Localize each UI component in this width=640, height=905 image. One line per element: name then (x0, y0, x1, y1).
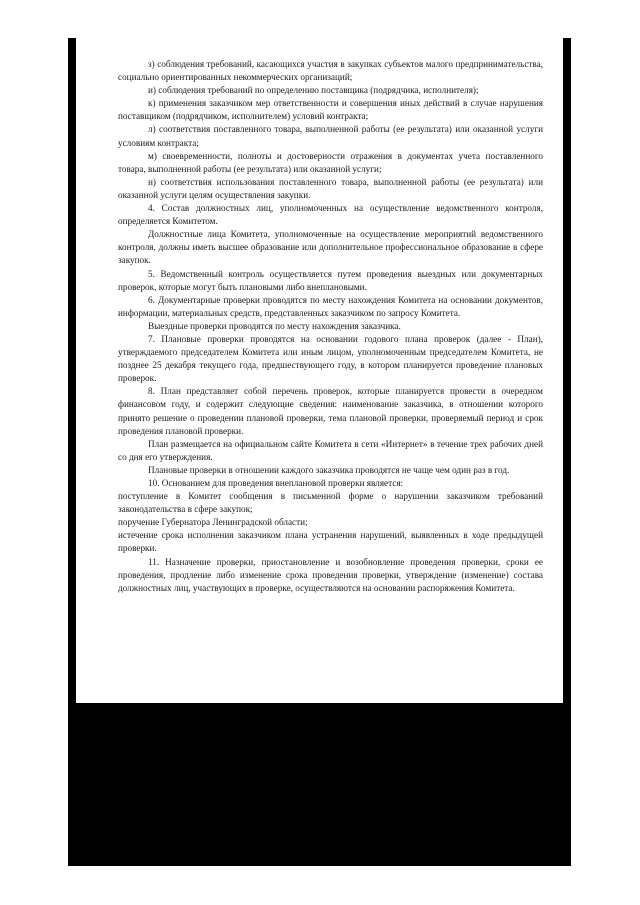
paragraph-8: 8. План представляет собой перечень проверок, которые планируется провести в очередном финансовом году, и содержит следующие сведения: наименование заказчика, в отношении которого принято решение о проведении плановой проверки, тема плановой проверки, проверяемый период и срок проведения плановой проверки. (118, 386, 543, 436)
paragraph-11: 11. Назначение проверки, приостановление и возобновление проведения проверки, сроки ее проведения, продление либо изменение срока проведения проверки, утверждение (изменение) состава должностных лиц, участвующих в проверке, осуществляются на основании распоряжения Комитета. (118, 556, 543, 593)
paragraph-4-officials: Должностные лица Комитета, уполномоченные на осуществление мероприятий ведомственного контроля, должны иметь высшее образование или дополнительное профессиональное образование в сфере закупок. (118, 229, 543, 266)
paragraph-10-reason-2: поручение Губернатора Ленинградской области; (118, 517, 308, 528)
paragraph-10-reason-3: истечение срока исполнения заказчиком плана устранения нарушений, выявленных в ходе предыдущей проверки. (118, 530, 543, 554)
scanned-page (68, 38, 571, 866)
paragraph-6: 6. Документарные проверки проводятся по месту нахождения Комитета на основании документов, информации, материальных средств, представленных заказчиком по запросу Комитета. (118, 294, 543, 318)
paragraph-10-reason-1: поступление в Комитет сообщения в письменной форме о нарушении заказчиком требований законодательства в сфере закупок; (118, 491, 543, 515)
paragraph-l: л) соответствия поставленного товара, выполненной работы (ее результата) или оказанной услуги условиям контракта; (118, 124, 543, 148)
paragraph-4: 4. Состав должностных лиц, уполномоченных на осуществление ведомственного контроля, определяется Комитетом. (118, 203, 543, 227)
paragraph-m: м) своевременности, полноты и достоверности отражения в документах учета поставленного товара, выполненной работы (ее результата) или оказанной услуги; (118, 150, 543, 174)
paragraph-i: и) соблюдения требований по определению поставщика (подрядчика, исполнителя); (148, 85, 479, 96)
paragraph-7: 7. Плановые проверки проводятся на основании годового плана проверок (далее - План), утверждаемого председателем Комитета или иным лицом, уполномоченным председателем Комитета, не позднее 25 декабря текущего года, предшествующего году, в котором планируется проведение плановых проверок. (118, 333, 543, 384)
page-sheet (76, 38, 563, 703)
paragraph-k: к) применения заказчиком мер ответственности и совершения иных действий в случае нарушения поставщиком (подрядчиком, исполнителем) условий контракта; (118, 98, 543, 122)
document-body (118, 58, 543, 595)
paragraph-9: Плановые проверки в отношении каждого заказчика проводятся не чаще чем один раз в год. (148, 464, 510, 475)
paragraph-z: з) соблюдения требований, касающихся участия в закупках субъектов малого предпринимательства, социально ориентированных некоммерческих организаций; (118, 59, 543, 83)
paragraph-n: н) соответствия использования поставленного товара, выполненной работы (ее результата) или оказанной услуги целям осуществления закупки. (118, 176, 543, 200)
paragraph-5: 5. Ведомственный контроль осуществляется путем проведения выездных или документарных проверок, которые могут быть плановыми либо внеплановыми. (118, 268, 543, 292)
paragraph-6-field: Выездные проверки проводятся по месту нахождения заказчика. (148, 320, 401, 331)
paragraph-8-publish: План размещается на официальном сайте Комитета в сети «Интернет» в течение трех рабочих дней со дня его утверждения. (118, 438, 543, 462)
paragraph-10: 10. Основанием для проведения внеплановой проверки является: (148, 478, 404, 488)
